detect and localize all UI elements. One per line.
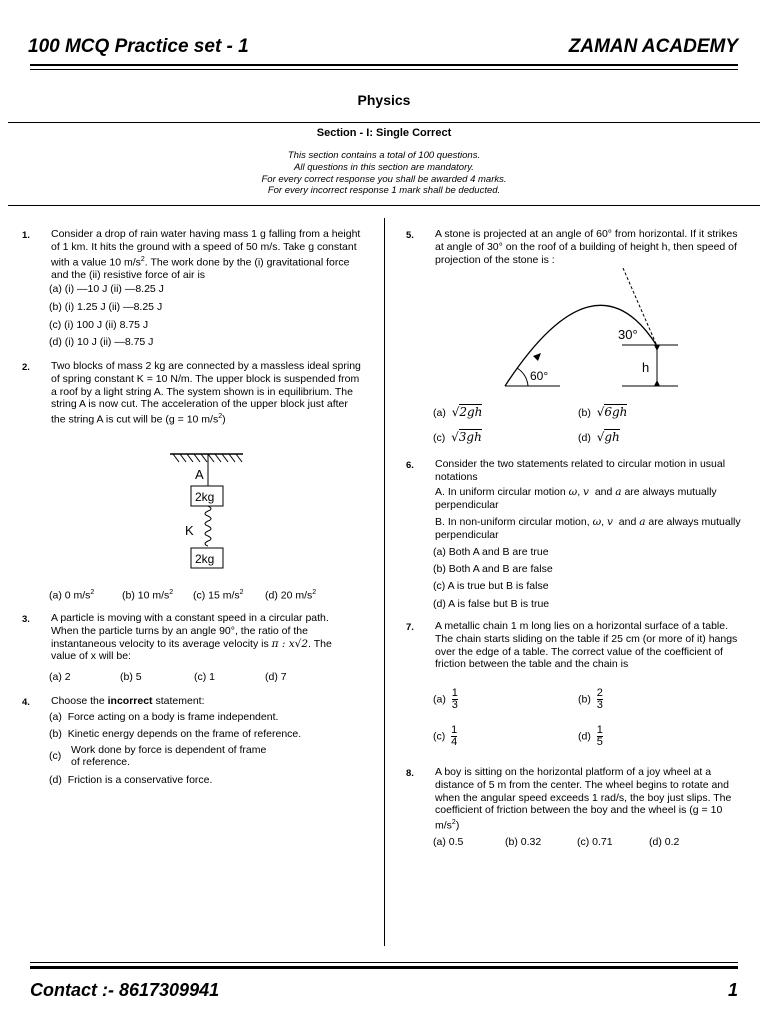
q2-option-b[interactable] [122,589,173,602]
height-label: h [642,360,650,375]
option-c-text [71,744,266,768]
question-text: Consider a drop of rain water having mass 1 g falling from a height of 1 km. It hits the ground with a speed of 50 m/s. Take g constant with a value 10 $m/s^2$. The work done by the (i) gravitational force and the (ii) resistive force of air is [51,228,361,281]
instruction-line: All questions in this section are mandatory. [294,161,474,173]
question-number: 7. [406,622,414,633]
question-number: 4. [22,697,30,708]
option-a[interactable] [49,711,278,724]
option-sup: 2 [239,589,244,596]
option-value: 3gh [458,430,482,444]
subject-rule [8,122,760,123]
footer-rule-thin [30,962,738,963]
denominator: 3 [596,699,603,711]
contact-text: Contact :- 8617309941 [30,980,220,1000]
option-text: Friction is a conservative force. [67,774,213,786]
option-text: (b) 10 m/s [122,589,170,602]
statement-text: B. In non-uniform circular motion, [435,516,590,528]
upper-block-label: 2kg [195,490,215,504]
question-number: 1. [22,230,30,241]
option-letter: (c) [49,750,62,762]
vector-omega: ω [568,486,578,498]
question-number: 5. [406,230,414,241]
denominator: 5 [596,736,603,748]
option-value: 6gh [604,405,628,419]
q2-option-a[interactable] [49,589,94,602]
question-text-part: Choose the [51,695,108,707]
denominator: 3 [451,699,458,711]
denominator: 4 [451,736,458,748]
option-d[interactable]: (d) 0.2 [649,836,680,848]
option-letter: (c) [433,730,446,743]
option-text: of reference. [71,756,130,768]
option-d[interactable] [49,774,212,787]
option-a[interactable]: (a) 0.5 [433,836,464,848]
fraction [452,688,458,711]
option-letter: (b) [49,728,62,740]
numerator: 1 [451,724,458,736]
header-rule [30,64,738,66]
question-text-part: A particle is moving with a constant speed in a circular path. When the particle turns by an angle 90°, the ratio of the instantaneous velocity to its average velocity is [51,612,329,650]
q7-option-d[interactable] [578,725,603,748]
and-word: and [618,516,637,528]
q7-option-b[interactable] [578,688,603,711]
instruction-line: For every incorrect response 1 mark shall be deducted. [267,185,501,197]
option-letter: (d) [49,774,62,786]
q5-option-c[interactable]: (c) √3gh [433,430,482,444]
question-text: A metallic chain 1 m long lies on a horizontal surface of a table. The chain starts sliding on the table if 25 cm (or more of it) hangs over the edge of a table. The correct value of the coefficient of friction between the table and the chain is [435,620,738,671]
question-number: 3. [22,614,30,625]
option-a[interactable]: (a) (i) —10 J (ii) —8.25 J [49,283,164,295]
instruction-line: For every correct response you shall be awarded 4 marks. [261,173,507,185]
option-letter: (a) [49,711,62,723]
statement-text: are always mutually perpendicular [435,516,741,541]
option-text: (c) 15 m/s [193,589,240,602]
projectile-figure [500,268,690,393]
option-letter: (c) [433,432,446,444]
option-c[interactable]: (c) 0.71 [577,836,613,848]
subject-title: Physics [357,92,411,108]
option-d[interactable]: (d) (i) 10 J (ii) —8.75 J [49,336,154,348]
q2-option-c[interactable] [193,589,244,602]
question-text-part: ) [455,819,460,832]
option-d[interactable]: (d) 7 [265,671,287,683]
impact-angle-label: 30° [618,327,638,342]
instruction-line: This section contains a total of 100 questions. [287,150,481,161]
option-letter: (b) [578,693,591,706]
option-letter: (d) [578,432,591,444]
option-text: Kinetic energy depends on the frame of reference. [67,728,302,740]
question-text: A stone is projected at an angle of 60° from horizontal. If it strikes at angle of 30° on the roof of a building of height h, then speed of projection of the stone is : [435,228,738,266]
vector-a: a [615,486,622,498]
option-c[interactable]: (c) A is true but B is false [433,580,549,592]
option-text: Force acting on a body is frame independent. [67,711,279,723]
statement-text: A. In uniform circular motion [435,486,566,498]
launch-angle-label: 60° [530,369,549,383]
fraction [451,725,457,748]
question-text-part: ) [222,413,226,426]
option-value: 2gh [459,405,483,419]
numerator: 2 [596,687,603,699]
q7-option-a[interactable] [433,688,458,711]
option-c[interactable] [49,750,61,763]
question-number: 6. [406,460,414,471]
vector-omega: ω [592,516,602,528]
numerator: 1 [451,687,458,699]
question-text: A boy is sitting on the horizontal platform of a joy wheel at a distance of 5 m from the center. The wheel begins to rotate and when the angular speed exceeds 1 rad/s, the boy just slips. The coefficient of friction between the boy and the wheel is (g = 10 $m/s^2$) [435,766,732,832]
question-text-part: . The value of x will be: [51,637,332,663]
string-label: A [195,467,204,482]
q5-option-d[interactable]: (d) √gh [578,430,620,444]
option-letter: (d) [578,730,591,743]
option-b[interactable]: (b) 5 [120,671,142,683]
lower-block-label: 2kg [195,552,215,566]
question-number: 2. [22,362,30,373]
statement-b: B. In non-uniform circular motion, ω, v and a are always mutually perpendicular [435,516,741,541]
fraction [597,725,603,748]
option-letter: (a) [433,693,446,706]
question-text-bold: incorrect [107,695,153,707]
ratio-expression: π : x√2 [271,637,309,650]
option-text: (d) 20 m/s [265,589,313,602]
instructions-rule [8,205,760,206]
vector-v: v [606,516,613,528]
q5-option-b[interactable]: (b) √6gh [578,405,628,419]
option-letter: (b) [578,407,591,419]
header-rule-thin [30,69,738,70]
footer-rule [30,966,738,969]
option-value: gh [604,430,620,444]
question-text: Consider the two statements related to circular motion in usual notations [435,458,726,483]
and-word: and [594,486,613,498]
question-text: Two blocks of mass 2 kg are connected by a massless ideal spring of spring constant K = 10 N/m. The upper block is suspended from a roof by a light string A. The system shown is in equilibrium. The string A is now cut. The acceleration of the upper block just after the string A is cut will be (g = 10 $m/s^2$) [51,360,361,426]
q5-option-a[interactable]: (a) √2gh [433,405,483,419]
option-c[interactable]: (c) (i) 100 J (ii) 8.75 J [49,319,149,331]
q7-option-c[interactable] [433,725,457,748]
question-text [51,612,356,663]
numerator: 1 [596,724,603,736]
statement-a: A. In uniform circular motion ω, v and a are always mutually perpendicular [435,486,717,511]
option-b[interactable]: (b) (i) 1.25 J (ii) —8.25 J [49,301,163,313]
section-title: Section - I: Single Correct [316,127,452,139]
spring-block-figure [165,450,255,575]
question-text-part: statement: [152,695,205,707]
vector-a: a [639,516,646,528]
option-sup: 2 [312,589,317,596]
fraction [597,688,603,711]
header-title-left: 100 MCQ Practice set - 1 [28,36,249,57]
question-text [51,695,205,708]
page-number: 1 [727,980,738,1000]
question-text-part: Consider a drop of rain water having mass 1 g falling from a height of 1 km. It hits the ground with a speed of 50 m/s. Take g constant with a value 10 m/s [51,228,361,269]
option-b[interactable] [49,728,301,741]
option-a[interactable]: (a) 2 [49,671,71,683]
question-text-part: Two blocks of mass 2 kg are connected by a massless ideal spring of spring constant K = 10 N/m. The upper block is suspended from a roof by a light string A. The system shown is in equilibrium. The string A is now cut. The acceleration of the upper block just after the string A is cut will be (g = 10 m/s [51,360,361,426]
question-text-part: A boy is sitting on the horizontal platform of a joy wheel at a distance of 5 m from the center. The wheel begins to rotate and when the angular speed exceeds 1 rad/s, the boy just slips. The coefficient of friction between the boy and the wheel is (g = 10 m/s [435,766,732,832]
option-b[interactable]: (b) Both A and B are false [433,563,553,575]
option-d[interactable]: (d) A is false but B is true [433,598,550,610]
option-b[interactable]: (b) 0.32 [505,836,542,848]
column-divider [384,218,385,946]
vector-v: v [583,486,589,498]
question-text-part: . The work done by the (i) gravitational force and the (ii) resistive force of air is [51,256,350,281]
q2-option-d[interactable] [265,589,316,602]
question-number: 8. [406,768,414,779]
option-c[interactable]: (c) 1 [194,671,215,683]
option-text: (a) 0 m/s [49,589,91,602]
option-sup: 2 [90,589,95,596]
section-instructions [0,150,768,197]
option-a[interactable]: (a) Both A and B are true [433,546,549,558]
option-sup: 2 [169,589,174,596]
option-text: Work done by force is dependent of frame [71,744,267,756]
option-letter: (a) [433,407,446,419]
statement-text: are always mutually perpendicular [435,486,717,511]
header-title-right: ZAMAN ACADEMY [568,36,738,57]
spring-label: K [185,523,194,538]
